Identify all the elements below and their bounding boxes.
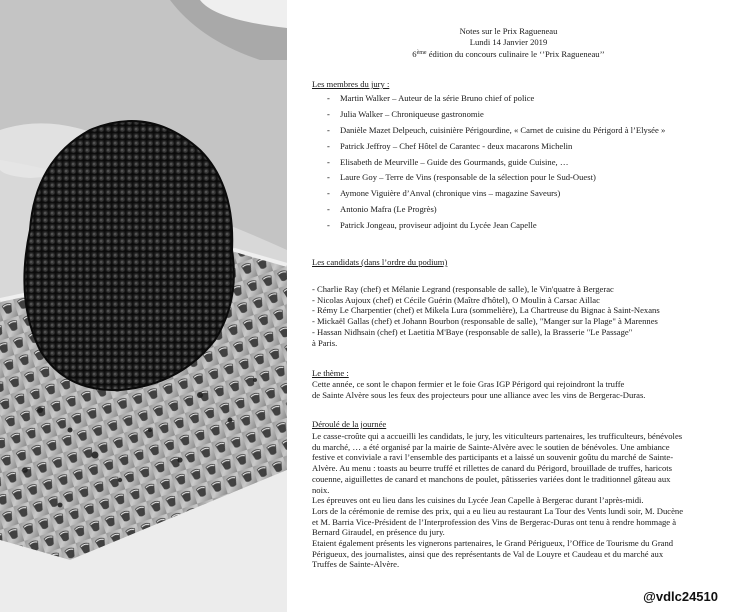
schedule-line: Bernard Giraudel, en présence du jury. [312,527,445,538]
schedule-line: festive et conviviale a ravi l’ensemble des participants et a laissé un souvenir goûtu du marché de Sainte- [312,452,674,463]
schedule-line: Périgueux, des journalistes, ainsi que des représentants de Val de Louyre et Caudeau et du marché aux [312,548,664,559]
schedule-line: Alvère. Au menu : toasts au beurre truffé et rillettes de canard du Périgord, brouillade de truffes, haricots [312,463,673,474]
truffle-on-grater-image [0,0,287,612]
header-title: Notes sur le Prix Ragueneau [459,26,558,36]
jury-member: - Laure Goy – Terre de Vins (responsable de la sélection pour le Sud-Ouest) [327,172,596,183]
candidate-line: - Mickaël Gallas (chef) et Johann Bourbon (responsable de salle), "Manger sur la Plage" à Marennes [312,316,658,327]
schedule-line: noix. [312,484,330,495]
candidate-line: - Charlie Ray (chef) et Mélanie Legrand (responsable de salle), le Vin'quatre à Bergerac [312,284,614,294]
schedule-line: Etaient également présents les vignerons partenaires, le Grand Périgueux, l’Office de Tourisme du Grand [312,538,674,549]
jury-member: - Julia Walker – Chroniqueuse gastronomie [327,108,484,119]
candidate-line: - Rémy Le Charpentier (chef) et Mikela Lura (sommelière), La Chartreuse du Bignac à Saint-Nexans [312,305,660,316]
schedule-line: et M. Barria Vice-Président de l’Interprofession des Vins de Bergerac-Duras ont tenu à rendre hommage à [312,516,677,527]
theme-section-title: Le thème : [312,368,349,378]
jury-member: - Patrick Jongeau, proviseur adjoint du Lycée Jean Capelle [327,220,537,231]
document-page [287,0,730,612]
edition-number: 6 [412,49,417,59]
schedule-line: Truffes de Sainte-Alvère. [312,559,400,570]
schedule-section-title: Déroulé de la journée [312,419,387,429]
theme-line: Cette année, ce sont le chapon fermier et le foie Gras IGP Périgord qui rejoindront la truffe [312,379,625,389]
schedule-line: Les épreuves ont eu lieu dans les cuisines du Lycée Jean Capelle à Bergerac durant l’après-midi. [312,495,644,506]
jury-member: - Aymone Viguière d’Anval (chronique vins – magazine Saveurs) [327,188,561,199]
jury-list [327,93,665,236]
edition-text: édition du concours culinaire le ‘’Prix Ragueneau’’ [426,49,605,59]
jury-member: - Patrick Jeffroy – Chef Hôtel de Carantec - deux macarons Michelin [327,140,573,151]
schedule-line: Lors de la cérémonie de remise des prix, qui a eu lieu au restaurant La Tour des Vents lundi soir, M. Ducène [312,505,684,516]
theme-paragraph [312,379,727,400]
jury-member: - Elisabeth de Meurville – Guide des Gourmands, guide Cuisine, … [327,156,569,167]
truffle-photo [0,0,287,612]
candidate-line: - Hassan Nidhsain (chef) et Laetitia M'Baye (responsable de salle), la Brasserie "Le Passage" [312,326,633,337]
edition-superscript: ème [416,50,427,56]
jury-member: - Antonio Mafra (Le Progrès) [327,204,437,215]
header-edition [287,48,730,60]
author-watermark: @vdlc24510 [643,589,718,604]
candidates-list [312,284,660,348]
candidate-line: à Paris. [312,337,338,348]
candidates-section-title: Les candidats (dans l’ordre du podium) [312,257,448,267]
jury-member: - Danièle Mazet Delpeuch, cuisinière Périgourdine, « Carnet de cuisine du Périgord à l’Elysée » [327,124,666,135]
candidate-line: - Nicolas Aujoux (chef) et Cécile Guérin (Maître d'hôtel), O Moulin à Carsac Aillac [312,294,600,305]
schedule-line: Le casse-croûte qui a accueilli les candidats, le jury, les viticulteurs partenaires, les trufficulteurs, bénévoles [312,431,683,441]
schedule-line: du marché, … a été organisé par la mairie de Sainte-Alvère avec le soutien de bénévoles. Une ambiance [312,441,670,452]
jury-section-title: Les membres du jury : [312,79,390,89]
schedule-line: couenne, aiguillettes de canard et manchons de poulet, pâtisseries variées dont le traditionnel gâteau aux [312,473,671,484]
schedule-paragraph [312,431,727,570]
header-date: Lundi 14 Janvier 2019 [469,37,548,47]
jury-member: - Martin Walker – Auteur de la série Bruno chief of police [327,93,535,103]
theme-line: de Sainte Alvère sous les feux des projecteurs pour une alliance avec les vins de Bergerac-Duras. [312,389,646,400]
document-header [287,26,730,60]
